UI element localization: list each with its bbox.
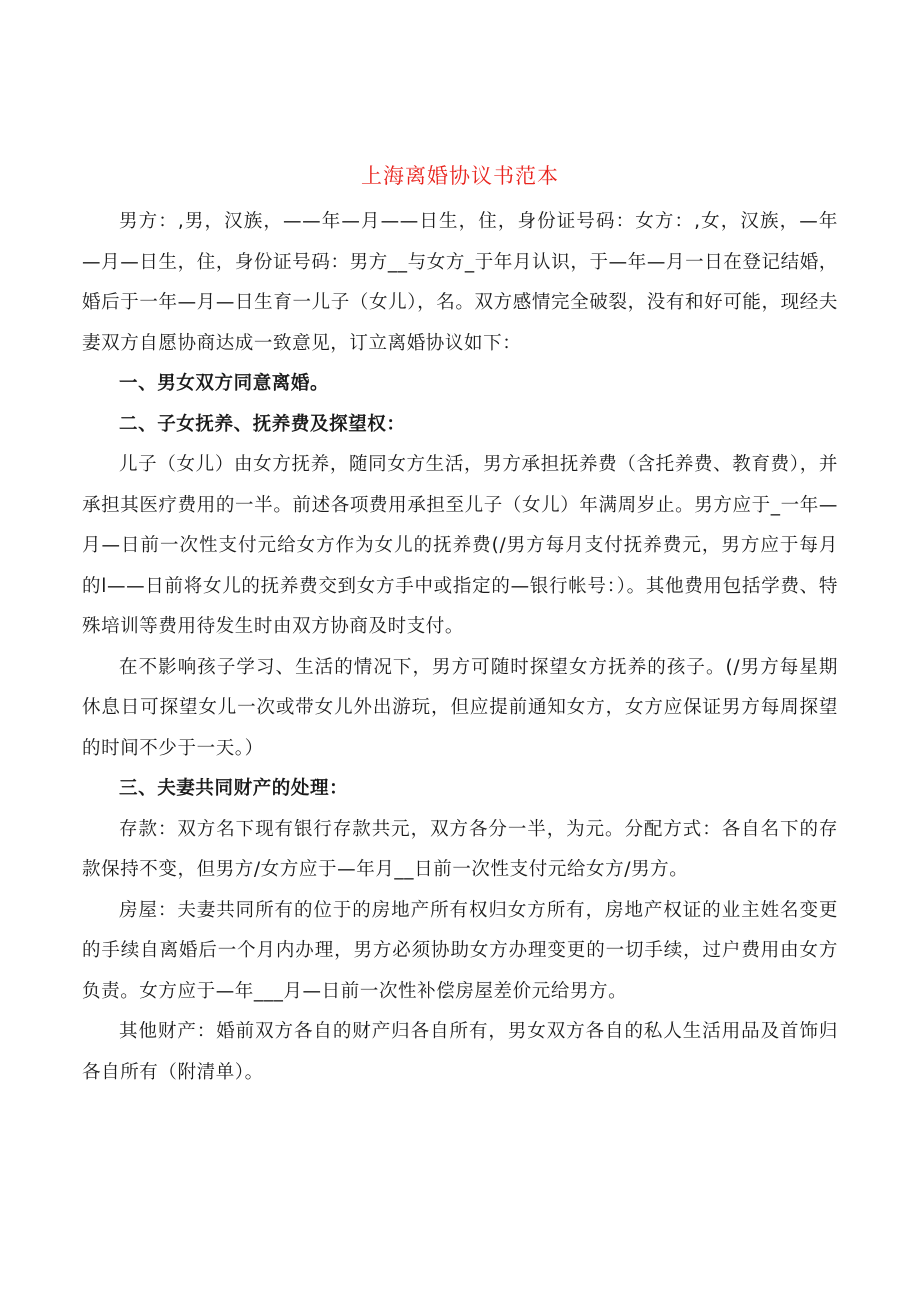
paragraph-custody: 儿子（女儿）由女方抚养，随同女方生活，男方承担抚养费（含托养费、教育费），并承担其医疗费用的一半。前述各项费用承担至儿子（女儿）年满周岁止。男方应于_一年—月—日前一次性支付元给女方作为女儿的抚养费(/男方每月支付抚养费元，男方应于每月的l——日前将女儿的抚养费交到女方手中或指定的—银行帐号：）。其他费用包括学费、特殊培训等费用待发生时由双方协商及时支付。 [82, 454, 838, 637]
paragraph-visitation: 在不影响孩子学习、生活的情况下，男方可随时探望女方抚养的孩子。(/男方每星期休息日可探望女儿一次或带女儿外出游玩，但应提前通知女方，女方应保证男方每周探望的时间不少于一天。） [82, 656, 838, 759]
document-body [82, 202, 838, 1093]
paragraph-other-property: 其他财产：婚前双方各自的财产归各自所有，男女双方各自的私人生活用品及首饰归各自所有（附清单）。 [82, 1021, 838, 1083]
paragraph-intro: 男方：,男，汉族，——年—月——日生，住，身份证号码：女方：,女，汉族，—年—月—日生，住，身份证号码：男方__与女方_于年月认识，于—年—月一日在登记结婚，婚后于一年—月—日生育一儿子（女儿），名。双方感情完全破裂，没有和好可能，现经夫妻双方自愿协商达成一致意见，订立离婚协议如下： [82, 211, 838, 354]
paragraph-savings: 存款：双方名下现有银行存款共元，双方各分一半，为元。分配方式：各自名下的存款保持不变，但男方/女方应于—年月__日前一次性支付元给女方/男方。 [82, 818, 838, 880]
paragraph-house: 房屋：夫妻共同所有的位于的房地产所有权归女方所有，房地产权证的业主姓名变更的手续自离婚后一个月内办理，男方必须协助女方办理变更的一切手续，过户费用由女方负责。女方应于—年___月—日前一次性补偿房屋差价元给男方。 [82, 899, 838, 1002]
clause-heading-2: 二、子女抚养、抚养费及探望权： [119, 413, 406, 435]
clause-heading-3: 三、夫妻共同财产的处理： [119, 778, 349, 799]
document-title: 上海离婚协议书范本 [361, 164, 559, 188]
clause-heading-1: 一、男女双方同意离婚。 [119, 373, 330, 394]
